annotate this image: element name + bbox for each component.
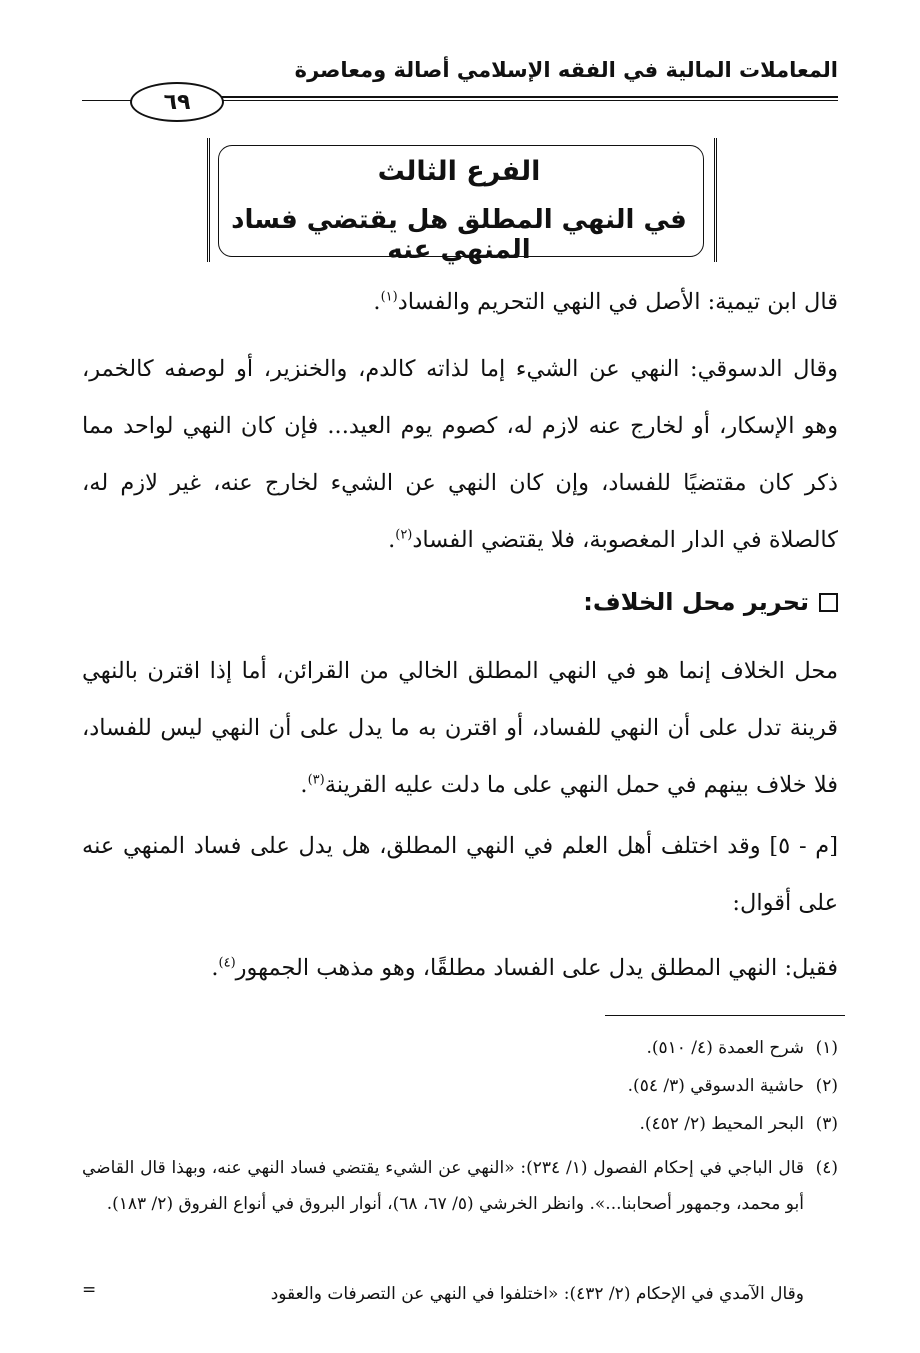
paragraph-text: فقيل: النهي المطلق يدل على الفساد مطلقًا، وهو مذهب الجمهور bbox=[235, 955, 838, 981]
continuation-mark: = bbox=[82, 1280, 97, 1300]
paragraph-dasuqi: وقال الدسوقي: النهي عن الشيء إما لذاته كالدم، والخنزير، أو لوصفه كالخمر، وهو الإسكار، أو لخارج عنه لازم له، كصوم يوم العيد... فإن كان النهي لواحد مما ذكر كان مقتضيًا للفساد، وإن كان النهي عن الشيء لخارج عنه، غير لازم له، كالصلاة في الدار المغصوبة، فلا يقتضي الفساد$^{(٢)}$. bbox=[82, 356, 838, 553]
footnote-text: قال الباجي في إحكام الفصول (١/ ٢٣٤): «النهي عن الشيء يقتضي فساد النهي عنه، وبهذا قال القاضي أبو محمد، وجمهور أصحابنا...». وانظر الخرشي (٥/ ٦٧، ٦٨)، أنوار البروق في أنواع الفروق (٢/ ١٨٣). bbox=[82, 1158, 804, 1214]
footnote-number: (٤) bbox=[815, 1158, 838, 1178]
footnote-text: وقال الآمدي في الإحكام (٢/ ٤٣٢): «اختلفوا في النهي عن التصرفات والعقود bbox=[270, 1284, 804, 1304]
footnote-text: البحر المحيط (٢/ ٤٥٢). bbox=[639, 1114, 804, 1134]
paragraph-text: قال ابن تيمية: الأصل في النهي التحريم والفساد bbox=[397, 289, 838, 315]
footnote-text: حاشية الدسوقي (٣/ ٥٤). bbox=[627, 1076, 804, 1096]
paragraph-ibn-taymiyya: قال ابن تيمية: الأصل في النهي التحريم والفساد$^{(١)}$. bbox=[373, 289, 838, 315]
section-subheading: في النهي المطلق هل يقتضي فساد المنهي عنه bbox=[231, 205, 687, 265]
paragraph-dispute: محل الخلاف إنما هو في النهي المطلق الخالي من القرائن، أما إذا اقترن بالنهي قرينة تدل على أن النهي للفساد، أو اقترن به ما يدل على أن النهي ليس للفساد، فلا خلاف بينهم في حمل النهي على ما دلت عليه القرينة$^{(٣)}$. bbox=[82, 658, 838, 798]
paragraph-text: محل الخلاف إنما هو في النهي المطلق الخالي من القرائن، أما إذا اقترن بالنهي قرينة تدل على أن النهي للفساد، أو اقترن به ما يدل على أن النهي ليس للفساد، فلا خلاف بينهم في حمل النهي على ما دلت عليه القرينة bbox=[82, 658, 838, 798]
footnote-number: (٣) bbox=[815, 1114, 838, 1134]
footnote-5 bbox=[120, 1276, 804, 1312]
paragraph-text: [م - ٥] وقد اختلف أهل العلم في النهي المطلق، هل يدل على فساد المنهي عنه على أقوال: bbox=[82, 833, 838, 916]
footnote-2 bbox=[82, 1068, 838, 1104]
footnote-number: (١) bbox=[815, 1038, 838, 1058]
paragraph-text: وقال الدسوقي: النهي عن الشيء إما لذاته كالدم، والخنزير، أو لوصفه كالخمر، وهو الإسكار، أو لخارج عنه لازم له، كصوم يوم العيد... فإن كان النهي لواحد مما ذكر كان مقتضيًا للفساد، وإن كان النهي عن الشيء لخارج عنه، غير لازم له، كالصلاة في الدار المغصوبة، فلا يقتضي الفساد bbox=[82, 356, 838, 553]
footnote-ref-4: (٤) bbox=[218, 955, 236, 971]
running-title: المعاملات المالية في الفقه الإسلامي أصالة ومعاصرة bbox=[294, 58, 838, 82]
subheading-dispute bbox=[583, 588, 838, 616]
footnote-separator bbox=[605, 1015, 845, 1016]
square-bullet-icon bbox=[819, 593, 838, 612]
paragraph-majority: فقيل: النهي المطلق يدل على الفساد مطلقًا، وهو مذهب الجمهور$^{(٤)}$. bbox=[211, 955, 838, 981]
footnote-ref-3: (٣) bbox=[307, 772, 325, 788]
footnote-1 bbox=[82, 1030, 838, 1066]
footnote-number: (٢) bbox=[815, 1076, 838, 1096]
paragraph-opinions bbox=[82, 818, 838, 932]
footnote-ref-2: (٢) bbox=[395, 527, 413, 543]
page-number: ٦٩ bbox=[130, 82, 224, 122]
footnote-4-number bbox=[804, 1150, 838, 1186]
footnote-3 bbox=[82, 1106, 838, 1142]
section-heading: الفرع الثالث bbox=[377, 156, 541, 187]
footnote-ref-1: (١) bbox=[380, 289, 398, 305]
header-rule bbox=[190, 96, 838, 98]
subheading-text: تحرير محل الخلاف: bbox=[583, 588, 809, 616]
footnote-4 bbox=[82, 1150, 804, 1222]
footnote-text: شرح العمدة (٤/ ٥١٠). bbox=[646, 1038, 804, 1058]
